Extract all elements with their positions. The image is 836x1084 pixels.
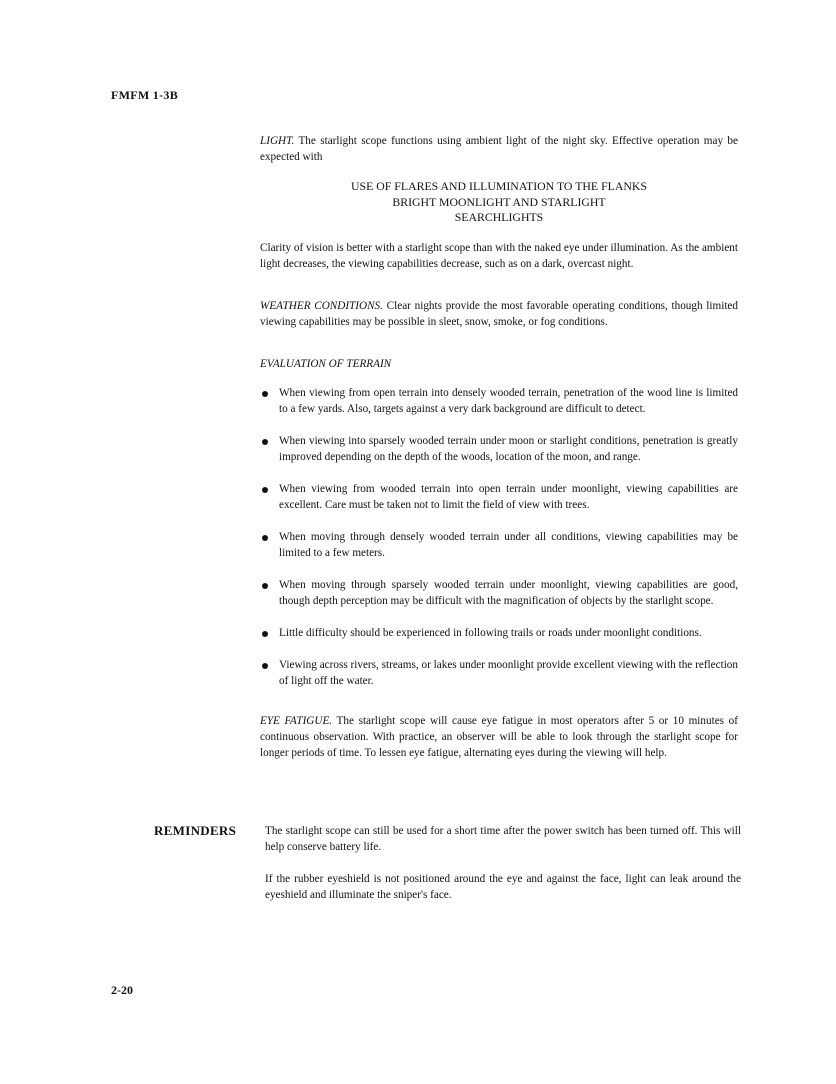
bullet-icon xyxy=(262,487,268,493)
reminders-text-column xyxy=(265,823,741,919)
list-item xyxy=(260,577,738,609)
list-item xyxy=(260,433,738,465)
list-item xyxy=(260,481,738,513)
bullet-icon xyxy=(262,391,268,397)
light-condition-item: USE OF FLARES AND ILLUMINATION TO THE FLANKS xyxy=(351,179,647,193)
page-number: 2-20 xyxy=(111,983,133,997)
bullet-icon xyxy=(262,583,268,589)
bullet-icon xyxy=(262,439,268,445)
light-conditions-list xyxy=(260,179,738,226)
light-runin-heading: LIGHT. xyxy=(260,135,295,147)
list-item-text: Viewing across rivers, streams, or lakes under moonlight provide excellent viewing with the reflection of light off the water. xyxy=(279,658,738,687)
reminders-heading: REMINDERS xyxy=(154,823,237,838)
bullet-icon xyxy=(262,663,268,669)
reminder-paragraph: If the rubber eyeshield is not positioned around the eye and against the face, light can leak around the eyeshield and illuminate the sniper's face. xyxy=(265,873,741,901)
list-item xyxy=(260,385,738,417)
light-condition-item: BRIGHT MOONLIGHT AND STARLIGHT xyxy=(392,194,606,209)
clarity-paragraph: Clarity of vision is better with a starlight scope than with the naked eye under illumination. As the ambient light decreases, the viewing capabilities decrease, such as on a dark, overcast night. xyxy=(260,241,738,270)
light-paragraph xyxy=(260,133,738,165)
list-item-text: When viewing from wooded terrain into open terrain under moonlight, viewing capabilities are excellent. Care must be taken not to limit the field of view with trees. xyxy=(279,482,738,511)
bullet-icon xyxy=(262,535,268,541)
terrain-bullet-list xyxy=(260,385,738,689)
list-item xyxy=(260,529,738,561)
light-condition-item: SEARCHLIGHTS xyxy=(454,210,544,224)
list-item-text: When moving through densely wooded terrain under all conditions, viewing capabilities may be limited to a few meters. xyxy=(279,530,738,559)
bullet-icon xyxy=(262,631,268,637)
terrain-heading: EVALUATION OF TERRAIN xyxy=(260,357,392,370)
weather-text: Clear nights provide the most favorable operating conditions, though limited viewing capabilities may be possible in sleet, snow, smoke, or fog conditions. xyxy=(260,299,738,328)
weather-runin-heading: WEATHER CONDITIONS. xyxy=(260,299,383,312)
main-text-column xyxy=(260,133,738,761)
list-item-text: When viewing into sparsely wooded terrain under moon or starlight conditions, penetration is greatly improved depending on the depth of the woods, location of the moon, and range. xyxy=(279,434,738,463)
weather-paragraph xyxy=(260,298,738,330)
list-item-text: Little difficulty should be experienced in following trails or roads under moonlight conditions. xyxy=(279,626,702,639)
light-text: The starlight scope functions using ambient light of the night sky. Effective operation may be expected with xyxy=(260,135,738,163)
eye-fatigue-text: The starlight scope will cause eye fatigue in most operators after 5 or 10 minutes of continuous observation. With practice, an observer will be able to look through the starlight scope for longer periods of time. To lessen eye fatigue, alternating eyes during the viewing will help. xyxy=(260,714,738,759)
eye-fatigue-runin-heading: EYE FATIGUE. xyxy=(260,714,333,727)
eye-fatigue-paragraph xyxy=(260,713,738,761)
list-item-text: When viewing from open terrain into densely wooded terrain, penetration of the wood line is limited to a few yards. Also, targets against a very dark background are difficult to detect. xyxy=(279,386,738,415)
list-item xyxy=(260,625,738,641)
list-item-text: When moving through sparsely wooded terrain under moonlight, viewing capabilities are good, though depth perception may be difficult with the magnification of objects by the starlight scope. xyxy=(279,578,738,607)
document-id-header: FMFM 1-3B xyxy=(111,88,179,102)
list-item xyxy=(260,657,738,689)
reminder-paragraph: The starlight scope can still be used for a short time after the power switch has been turned off. This will help conserve battery life. xyxy=(265,825,741,853)
